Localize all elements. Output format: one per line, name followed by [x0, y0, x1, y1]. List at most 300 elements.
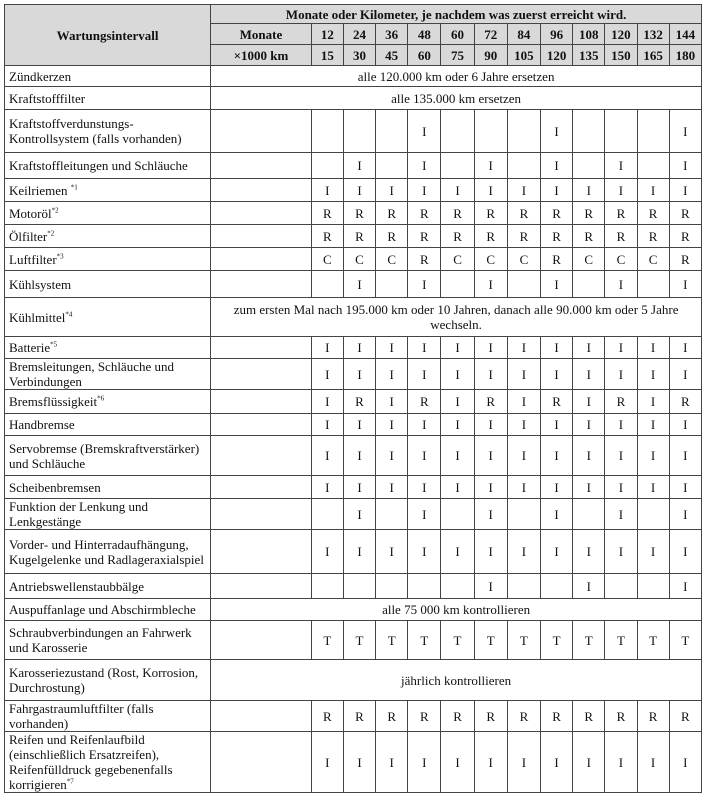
schedule-cell: I — [541, 732, 573, 793]
schedule-cell: R — [376, 701, 408, 732]
km-label: ×1000 km — [211, 45, 312, 66]
table-row — [5, 599, 702, 621]
blank-cell — [211, 248, 312, 271]
schedule-cell: I — [343, 476, 375, 499]
schedule-cell: C — [637, 248, 669, 271]
schedule-cell: I — [343, 271, 375, 298]
schedule-cell: I — [541, 153, 573, 179]
schedule-cell: R — [507, 225, 540, 248]
table-body — [5, 66, 702, 793]
schedule-cell: I — [343, 179, 375, 202]
footnote-marker: *5 — [50, 340, 58, 349]
month-header-cell: 24 — [343, 24, 375, 45]
schedule-cell: I — [541, 436, 573, 476]
row-label-text: Kraftstoffverdunstungs-Kontrollsystem (falls vorhanden) — [9, 116, 182, 146]
row-label-text: Batterie — [9, 340, 51, 355]
schedule-cell: I — [311, 359, 343, 390]
table-row — [5, 660, 702, 701]
schedule-cell: I — [376, 337, 408, 359]
schedule-cell: R — [474, 701, 507, 732]
row-label-text: Vorder- und Hinterradaufhängung, Kugelgelenke und Radlageraxialspiel — [9, 536, 204, 567]
table-row — [5, 248, 702, 271]
schedule-cell — [637, 574, 669, 599]
row-label — [5, 110, 211, 153]
schedule-cell — [507, 499, 540, 530]
schedule-cell: C — [311, 248, 343, 271]
schedule-cell: R — [408, 390, 441, 414]
schedule-cell — [441, 110, 474, 153]
blank-cell — [211, 436, 312, 476]
row-label-text: Bremsleitungen, Schläuche und Verbindungen — [9, 359, 174, 389]
km-header-cell: 30 — [343, 45, 375, 66]
table-row — [5, 298, 702, 337]
schedule-cell — [507, 271, 540, 298]
schedule-cell: R — [507, 701, 540, 732]
schedule-cell: I — [376, 732, 408, 793]
schedule-cell — [311, 574, 343, 599]
blank-cell — [211, 390, 312, 414]
schedule-cell — [343, 110, 375, 153]
schedule-cell: I — [474, 414, 507, 436]
schedule-cell: T — [573, 621, 605, 660]
schedule-cell: I — [343, 359, 375, 390]
schedule-cell: I — [605, 337, 637, 359]
row-label — [5, 66, 211, 87]
schedule-cell: I — [573, 436, 605, 476]
month-header-cell: 120 — [605, 24, 637, 45]
schedule-cell: R — [408, 225, 441, 248]
schedule-cell: R — [669, 225, 701, 248]
row-label-text: Reifen und Reifenlaufbild (einschließlich Ersatzreifen), Reifenfülldruck gegebenenfalls korrigieren — [9, 732, 173, 792]
table-row — [5, 530, 702, 574]
row-label — [5, 414, 211, 436]
km-header-cell: 105 — [507, 45, 540, 66]
schedule-cell: R — [507, 202, 540, 225]
row-label — [5, 225, 211, 248]
table-row — [5, 153, 702, 179]
footnote-marker: *6 — [97, 394, 105, 403]
table-row — [5, 732, 702, 793]
schedule-cell: I — [311, 414, 343, 436]
schedule-cell: I — [637, 390, 669, 414]
schedule-cell: I — [507, 337, 540, 359]
row-label — [5, 390, 211, 414]
schedule-cell: I — [441, 390, 474, 414]
schedule-cell — [637, 153, 669, 179]
row-label — [5, 732, 211, 793]
month-header-cell: 36 — [376, 24, 408, 45]
schedule-cell: R — [605, 390, 637, 414]
schedule-cell: I — [573, 359, 605, 390]
schedule-cell: I — [474, 476, 507, 499]
schedule-cell: I — [605, 414, 637, 436]
schedule-cell: I — [474, 359, 507, 390]
table-row — [5, 621, 702, 660]
schedule-cell: I — [669, 110, 701, 153]
schedule-cell: R — [669, 248, 701, 271]
schedule-cell: R — [605, 225, 637, 248]
schedule-cell: I — [637, 476, 669, 499]
schedule-cell: R — [573, 225, 605, 248]
row-label-text: Schraubverbindungen an Fahrwerk und Karosserie — [9, 625, 192, 655]
schedule-cell: I — [507, 530, 540, 574]
schedule-cell: I — [669, 476, 701, 499]
schedule-title: Monate oder Kilometer, je nachdem was zuerst erreicht wird. — [211, 5, 702, 24]
schedule-cell: I — [343, 436, 375, 476]
schedule-cell: I — [408, 153, 441, 179]
footnote-marker: *4 — [65, 310, 73, 319]
schedule-cell: I — [408, 271, 441, 298]
schedule-cell — [311, 153, 343, 179]
schedule-cell: T — [541, 621, 573, 660]
schedule-cell: I — [376, 179, 408, 202]
km-header-cell: 75 — [441, 45, 474, 66]
schedule-cell: R — [343, 390, 375, 414]
schedule-cell: I — [311, 179, 343, 202]
schedule-cell — [311, 499, 343, 530]
schedule-cell: I — [669, 271, 701, 298]
schedule-cell: R — [573, 701, 605, 732]
schedule-cell: I — [474, 153, 507, 179]
schedule-cell: T — [605, 621, 637, 660]
schedule-cell — [474, 110, 507, 153]
km-header-cell: 120 — [541, 45, 573, 66]
schedule-cell: I — [669, 530, 701, 574]
footnote-marker: *1 — [70, 183, 78, 192]
blank-cell — [211, 476, 312, 499]
schedule-cell: R — [343, 202, 375, 225]
schedule-cell — [441, 574, 474, 599]
schedule-cell — [605, 574, 637, 599]
schedule-cell: C — [441, 248, 474, 271]
table-row — [5, 87, 702, 110]
schedule-cell: C — [474, 248, 507, 271]
schedule-cell: I — [474, 530, 507, 574]
schedule-cell: R — [474, 202, 507, 225]
schedule-cell: I — [637, 732, 669, 793]
month-header-cell: 84 — [507, 24, 540, 45]
schedule-cell: I — [573, 476, 605, 499]
blank-cell — [211, 337, 312, 359]
schedule-cell: I — [541, 476, 573, 499]
row-label-text: Kraftstofffilter — [9, 90, 86, 106]
schedule-cell: I — [311, 530, 343, 574]
schedule-cell: I — [541, 110, 573, 153]
schedule-cell: I — [507, 732, 540, 793]
table-row — [5, 202, 702, 225]
schedule-cell: R — [408, 202, 441, 225]
schedule-cell: R — [669, 202, 701, 225]
schedule-cell: I — [637, 414, 669, 436]
schedule-cell: R — [669, 390, 701, 414]
schedule-cell: R — [605, 202, 637, 225]
row-label-text: Keilriemen — [9, 182, 71, 198]
blank-cell — [211, 179, 312, 202]
schedule-cell: I — [573, 390, 605, 414]
month-header-cell: 60 — [441, 24, 474, 45]
schedule-cell — [376, 574, 408, 599]
table-row — [5, 66, 702, 87]
schedule-cell: R — [637, 225, 669, 248]
schedule-cell: I — [637, 530, 669, 574]
schedule-cell: I — [343, 337, 375, 359]
schedule-cell: I — [343, 499, 375, 530]
schedule-cell: I — [507, 390, 540, 414]
row-label-text: Zündkerzen — [9, 68, 72, 84]
km-header-cell: 180 — [669, 45, 701, 66]
schedule-cell — [376, 499, 408, 530]
schedule-cell: I — [669, 359, 701, 390]
table-row — [5, 414, 702, 436]
row-label-text: Funktion der Lenkung und Lenkgestänge — [9, 499, 149, 529]
schedule-cell: I — [507, 476, 540, 499]
schedule-cell: I — [408, 110, 441, 153]
schedule-cell — [507, 110, 540, 153]
interval-header: Wartungsintervall — [5, 5, 211, 66]
schedule-cell: I — [541, 337, 573, 359]
schedule-cell: R — [311, 225, 343, 248]
blank-cell — [211, 359, 312, 390]
schedule-cell: I — [343, 414, 375, 436]
schedule-cell — [311, 110, 343, 153]
blank-cell — [211, 621, 312, 660]
schedule-cell: C — [343, 248, 375, 271]
schedule-cell: C — [507, 248, 540, 271]
schedule-cell: R — [637, 202, 669, 225]
row-label-text: Bremsflüssigkeit — [9, 394, 98, 409]
km-header-cell: 165 — [637, 45, 669, 66]
blank-cell — [211, 574, 312, 599]
interval-note: alle 120.000 km oder 6 Jahre ersetzen — [211, 66, 702, 87]
schedule-cell — [637, 110, 669, 153]
month-header-cell: 108 — [573, 24, 605, 45]
schedule-cell: I — [408, 436, 441, 476]
schedule-cell: I — [408, 499, 441, 530]
interval-note: alle 75 000 km kontrollieren — [211, 599, 702, 621]
schedule-cell: I — [441, 732, 474, 793]
schedule-cell: I — [376, 476, 408, 499]
schedule-cell: I — [311, 732, 343, 793]
row-label — [5, 660, 211, 701]
row-label — [5, 701, 211, 732]
schedule-cell: I — [669, 179, 701, 202]
schedule-cell: I — [573, 574, 605, 599]
row-label-text: Ölfilter — [9, 228, 48, 244]
schedule-cell — [343, 574, 375, 599]
row-label — [5, 179, 211, 202]
schedule-cell: I — [507, 359, 540, 390]
schedule-cell: T — [311, 621, 343, 660]
schedule-cell — [573, 499, 605, 530]
schedule-cell: I — [441, 436, 474, 476]
schedule-cell: R — [408, 701, 441, 732]
schedule-cell: I — [474, 271, 507, 298]
schedule-cell — [637, 271, 669, 298]
schedule-cell: R — [408, 248, 441, 271]
blank-cell — [211, 414, 312, 436]
schedule-cell: I — [441, 530, 474, 574]
schedule-cell: R — [441, 225, 474, 248]
km-header-cell: 135 — [573, 45, 605, 66]
month-header-cell: 12 — [311, 24, 343, 45]
table-row — [5, 499, 702, 530]
row-label — [5, 530, 211, 574]
schedule-cell: I — [541, 414, 573, 436]
km-header-cell: 60 — [408, 45, 441, 66]
schedule-cell: I — [605, 436, 637, 476]
schedule-cell: R — [311, 701, 343, 732]
table-header — [5, 5, 702, 66]
table-row — [5, 701, 702, 732]
schedule-cell: R — [541, 390, 573, 414]
row-label-text: Scheibenbremsen — [9, 479, 101, 495]
row-label — [5, 499, 211, 530]
schedule-cell — [376, 110, 408, 153]
schedule-cell: I — [311, 337, 343, 359]
schedule-cell: I — [541, 530, 573, 574]
schedule-cell: I — [573, 732, 605, 793]
schedule-cell: I — [669, 732, 701, 793]
schedule-cell: I — [605, 179, 637, 202]
schedule-cell: I — [573, 337, 605, 359]
km-header-cell: 45 — [376, 45, 408, 66]
schedule-cell: I — [408, 414, 441, 436]
schedule-cell: I — [376, 359, 408, 390]
schedule-cell: I — [408, 732, 441, 793]
schedule-cell: I — [637, 436, 669, 476]
schedule-cell: I — [311, 390, 343, 414]
schedule-cell — [376, 153, 408, 179]
month-header-cell: 144 — [669, 24, 701, 45]
schedule-cell: T — [669, 621, 701, 660]
month-header-cell: 132 — [637, 24, 669, 45]
schedule-cell: I — [669, 574, 701, 599]
blank-cell — [211, 701, 312, 732]
schedule-cell: R — [376, 202, 408, 225]
row-label-text: Kraftstoffleitungen und Schläuche — [9, 158, 188, 173]
table-row — [5, 225, 702, 248]
km-header-cell: 15 — [311, 45, 343, 66]
schedule-cell: R — [541, 701, 573, 732]
schedule-cell — [507, 153, 540, 179]
row-label — [5, 337, 211, 359]
schedule-cell: R — [311, 202, 343, 225]
schedule-cell: I — [376, 530, 408, 574]
schedule-cell: T — [343, 621, 375, 660]
schedule-cell: I — [343, 530, 375, 574]
schedule-cell: R — [343, 701, 375, 732]
blank-cell — [211, 153, 312, 179]
schedule-cell: I — [408, 359, 441, 390]
schedule-cell — [573, 110, 605, 153]
schedule-cell: I — [507, 414, 540, 436]
schedule-cell: I — [376, 390, 408, 414]
table-row — [5, 337, 702, 359]
schedule-cell: I — [311, 436, 343, 476]
schedule-cell: C — [605, 248, 637, 271]
schedule-cell: R — [669, 701, 701, 732]
schedule-cell: I — [605, 732, 637, 793]
schedule-cell: R — [474, 225, 507, 248]
row-label-text: Fahrgastraumluftfilter (falls vorhanden) — [9, 701, 154, 731]
schedule-cell: I — [507, 179, 540, 202]
row-label — [5, 476, 211, 499]
row-label-text: Handbremse — [9, 417, 75, 432]
month-header-cell: 72 — [474, 24, 507, 45]
schedule-cell: I — [637, 179, 669, 202]
schedule-cell: I — [376, 414, 408, 436]
row-label — [5, 202, 211, 225]
row-label — [5, 621, 211, 660]
blank-cell — [211, 530, 312, 574]
schedule-cell: I — [669, 153, 701, 179]
schedule-cell: I — [605, 271, 637, 298]
table-row — [5, 390, 702, 414]
schedule-cell: I — [343, 732, 375, 793]
schedule-cell: I — [474, 732, 507, 793]
schedule-cell: I — [474, 574, 507, 599]
table-row — [5, 179, 702, 202]
schedule-cell: I — [441, 179, 474, 202]
blank-cell — [211, 225, 312, 248]
schedule-cell: I — [637, 359, 669, 390]
row-label — [5, 271, 211, 298]
schedule-cell: I — [637, 337, 669, 359]
months-label: Monate — [211, 24, 312, 45]
blank-cell — [211, 732, 312, 793]
row-label — [5, 359, 211, 390]
row-label-text: Auspuffanlage und Abschirmbleche — [9, 602, 196, 617]
schedule-cell: I — [605, 476, 637, 499]
row-label-text: Antriebswellenstaubbälge — [9, 578, 145, 594]
table-row — [5, 110, 702, 153]
schedule-cell: I — [408, 337, 441, 359]
schedule-cell: R — [474, 390, 507, 414]
schedule-cell: R — [541, 248, 573, 271]
schedule-cell: R — [573, 202, 605, 225]
schedule-cell: R — [343, 225, 375, 248]
table-row — [5, 359, 702, 390]
month-header-cell: 96 — [541, 24, 573, 45]
schedule-cell: I — [441, 476, 474, 499]
schedule-cell: I — [441, 414, 474, 436]
schedule-cell: C — [573, 248, 605, 271]
schedule-cell: R — [637, 701, 669, 732]
schedule-cell: I — [541, 499, 573, 530]
row-label — [5, 436, 211, 476]
schedule-cell: T — [441, 621, 474, 660]
schedule-cell: I — [541, 179, 573, 202]
schedule-cell: I — [343, 153, 375, 179]
schedule-cell: T — [474, 621, 507, 660]
schedule-cell — [441, 499, 474, 530]
schedule-cell: I — [376, 436, 408, 476]
schedule-cell: I — [311, 476, 343, 499]
schedule-cell: I — [541, 359, 573, 390]
blank-cell — [211, 499, 312, 530]
schedule-cell: R — [376, 225, 408, 248]
table-row — [5, 574, 702, 599]
row-label — [5, 599, 211, 621]
blank-cell — [211, 110, 312, 153]
schedule-cell: I — [408, 179, 441, 202]
schedule-cell — [573, 153, 605, 179]
schedule-cell: I — [605, 530, 637, 574]
schedule-cell: I — [507, 436, 540, 476]
table-row — [5, 476, 702, 499]
schedule-cell: I — [573, 179, 605, 202]
footnote-marker: *3 — [56, 252, 64, 261]
